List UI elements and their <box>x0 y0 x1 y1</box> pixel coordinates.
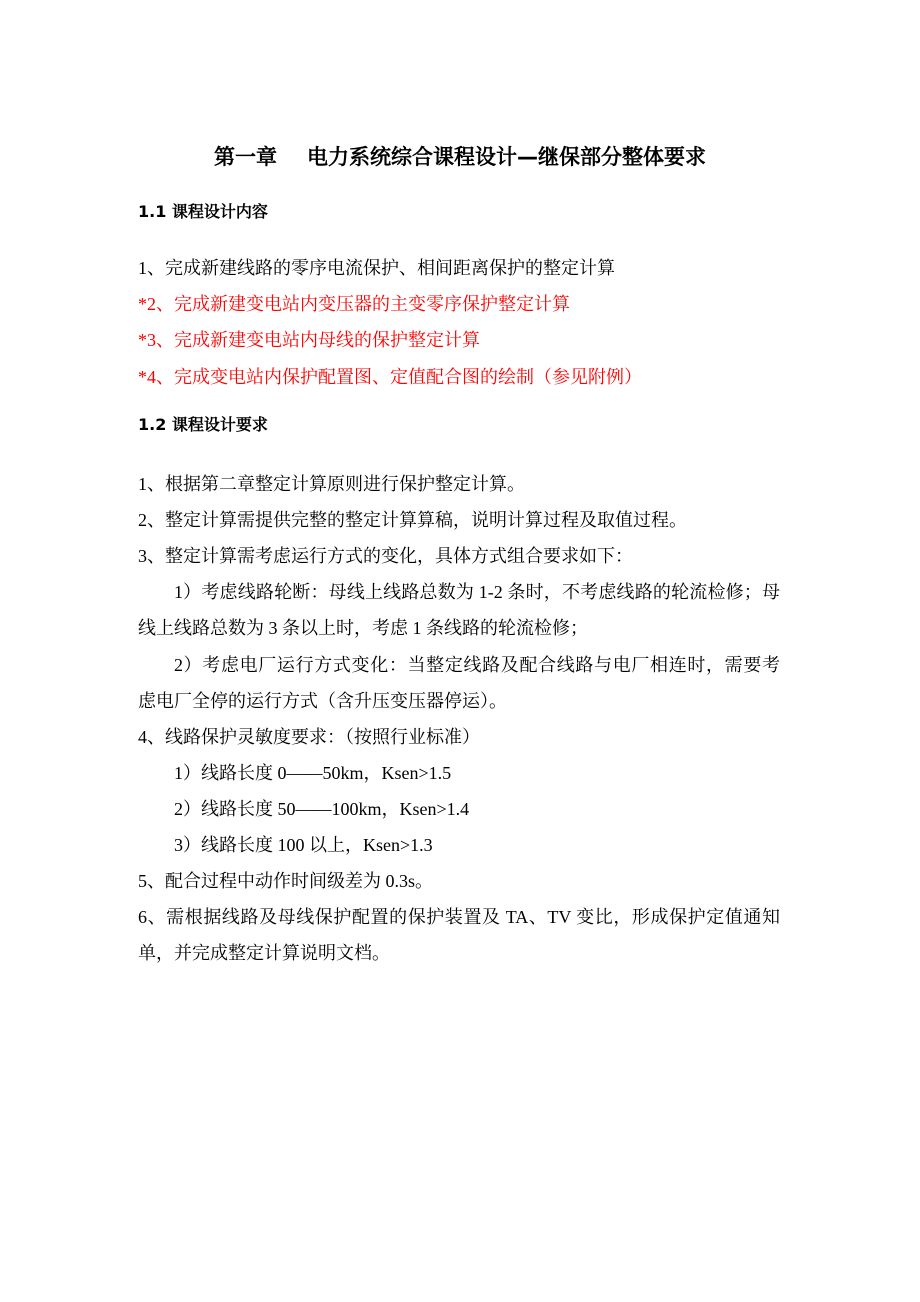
content-item-1: 1、完成新建线路的零序电流保护、相间距离保护的整定计算 <box>138 258 615 278</box>
requirement-4-sub-1: 1）线路长度 0——50km，Ksen>1.5 <box>174 763 452 783</box>
requirement-item-6-line-2: 单，并完成整定计算说明文档。 <box>138 943 390 963</box>
section-heading-1-2: 1.2 课程设计要求 <box>138 415 268 434</box>
requirement-4-sub-3: 3）线路长度 100 以上，Ksen>1.3 <box>174 835 433 855</box>
requirement-item-1: 1、根据第二章整定计算原则进行保护整定计算。 <box>138 474 525 494</box>
requirement-3-sub-2-line-2: 虑电厂全停的运行方式（含升压变压器停运）。 <box>138 691 507 711</box>
requirement-item-5: 5、配合过程中动作时间级差为 0.3s。 <box>138 871 434 891</box>
content-item-4: *4、完成变电站内保护配置图、定值配合图的绘制（参见附例） <box>138 367 642 387</box>
section-heading-1-1: 1.1 课程设计内容 <box>138 202 268 221</box>
requirement-4-sub-2: 2）线路长度 50——100km，Ksen>1.4 <box>174 799 470 819</box>
requirement-3-sub-1-line-1: 1）考虑线路轮断：母线上线路总数为 1-2 条时，不考虑线路的轮流检修；母 <box>174 582 780 602</box>
content-item-3: *3、完成新建变电站内母线的保护整定计算 <box>138 330 480 350</box>
requirement-item-2: 2、整定计算需提供完整的整定计算算稿，说明计算过程及取值过程。 <box>138 510 687 530</box>
chapter-label: 第一章 <box>214 145 277 169</box>
chapter-title-text: 电力系统综合课程设计—继保部分整体要求 <box>307 145 706 169</box>
requirement-item-3: 3、整定计算需考虑运行方式的变化，具体方式组合要求如下： <box>138 546 633 566</box>
requirement-3-sub-1-line-2: 线上线路总数为 3 条以上时，考虑 1 条线路的轮流检修； <box>138 618 588 638</box>
requirement-3-sub-2-line-1: 2）考虑电厂运行方式变化：当整定线路及配合线路与电厂相连时，需要考 <box>174 655 780 675</box>
content-item-2: *2、完成新建变电站内变压器的主变零序保护整定计算 <box>138 294 570 314</box>
chapter-title <box>0 142 920 172</box>
requirement-item-6-line-1: 6、需根据线路及母线保护配置的保护装置及 TA、TV 变比，形成保护定值通知 <box>138 907 780 927</box>
requirement-item-4: 4、线路保护灵敏度要求：（按照行业标准） <box>138 727 480 747</box>
